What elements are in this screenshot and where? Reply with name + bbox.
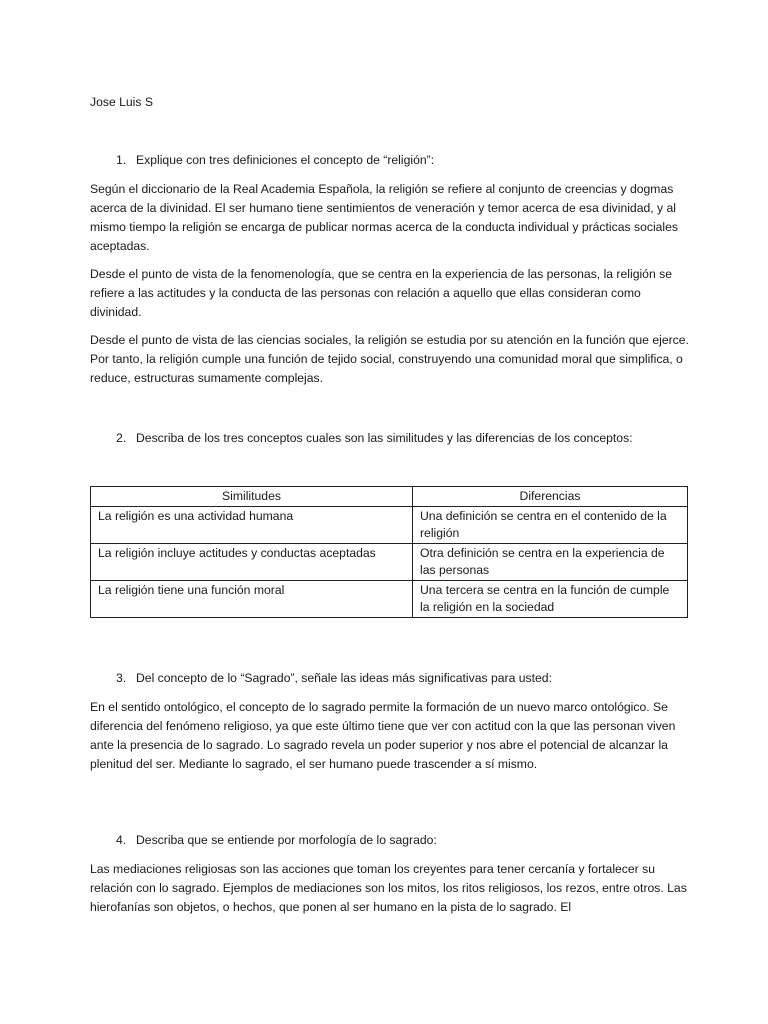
table-header-row bbox=[91, 487, 688, 507]
table-cell: Otra definición se centra en la experiencia de las personas bbox=[413, 544, 688, 581]
answer-1-paragraph-3: Desde el punto de vista de las ciencias sociales, la religión se estudia por su atención en la función que ejerce. Por tanto, la religión cumple una función de tejido social, construyendo una comunidad moral que simplifica, o reduce, estructuras sumamente complejas. bbox=[90, 333, 689, 385]
table-cell: Una tercera se centra en la función de cumple la religión en la sociedad bbox=[413, 581, 688, 618]
table-row bbox=[91, 544, 688, 581]
question-1 bbox=[116, 151, 686, 170]
table-cell: La religión tiene una función moral bbox=[91, 581, 413, 618]
answer-3-paragraph-1: En el sentido ontológico, el concepto de lo sagrado permite la formación de un nuevo marco ontológico. Se diferencia del fenómeno religioso, ya que este último tiene que ver con actitud con la que las personan viven ante la presencia de lo sagrado. Lo sagrado revela un poder superior y nos abre el potencial de alcanzar la plenitud del ser. Mediante lo sagrado, el ser humano puede trascender a sí mismo. bbox=[90, 700, 676, 771]
table-row bbox=[91, 581, 688, 618]
question-4-text: Describa que se entiende por morfología de lo sagrado: bbox=[136, 833, 437, 847]
question-3-text: Del concepto de lo “Sagrado”, señale las ideas más significativas para usted: bbox=[136, 671, 552, 685]
table-cell: Una definición se centra en el contenido de la religión bbox=[413, 507, 688, 544]
question-1-text: Explique con tres definiciones el concepto de “religión”: bbox=[136, 153, 435, 167]
answer-1-paragraph-1: Según el diccionario de la Real Academia Española, la religión se refiere al conjunto de creencias y dogmas acerca de la divinidad. El ser humano tiene sentimientos de veneración y temor acerca de esa divinidad, y al mismo tiempo la religión se encarga de publicar normas acerca de la conducta individual y prácticas sociales aceptadas. bbox=[90, 182, 679, 253]
question-2 bbox=[116, 429, 686, 448]
question-4 bbox=[116, 831, 686, 850]
author-name: Jose Luis S bbox=[90, 95, 154, 109]
question-2-text: Describa de los tres conceptos cuales son las similitudes y las diferencias de los conceptos: bbox=[136, 431, 633, 445]
question-1-number: 1. bbox=[116, 153, 127, 167]
table-cell: La religión incluye actitudes y conductas aceptadas bbox=[91, 544, 413, 581]
comparison-table bbox=[90, 486, 688, 618]
question-2-number: 2. bbox=[116, 431, 127, 445]
answer-1-paragraph-2: Desde el punto de vista de la fenomenología, que se centra en la experiencia de las personas, la religión se refiere a las actitudes y la conducta de las personas con relación a aquello que ellas consideran como divinidad. bbox=[90, 267, 672, 319]
header-similitudes: Similitudes bbox=[91, 487, 413, 507]
table-row bbox=[91, 507, 688, 544]
question-3 bbox=[116, 669, 686, 688]
answer-4-paragraph-1: Las mediaciones religiosas son las acciones que toman los creyentes para tener cercanía y fortalecer su relación con lo sagrado. Ejemplos de mediaciones son los mitos, los ritos religiosos, los rezos, entre otros. Las hierofanías son objetos, o hechos, que ponen al ser humano en la pista de lo sagrado. El bbox=[90, 862, 687, 914]
question-4-number: 4. bbox=[116, 833, 127, 847]
question-3-number: 3. bbox=[116, 671, 127, 685]
table-cell: La religión es una actividad humana bbox=[91, 507, 413, 544]
header-diferencias: Diferencias bbox=[413, 487, 688, 507]
